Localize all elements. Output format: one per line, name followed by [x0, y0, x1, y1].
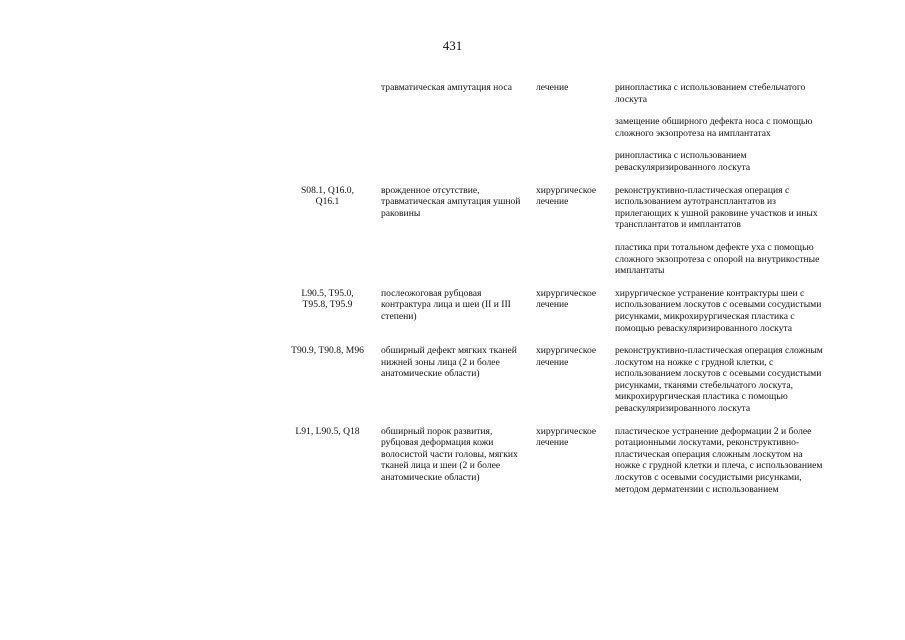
treatment-methods [615, 426, 825, 496]
table-row [290, 82, 820, 174]
treatment-methods [615, 82, 825, 174]
treatment-table [290, 82, 823, 506]
table-row [290, 425, 823, 496]
treatment-type: лечение [536, 82, 569, 93]
table-row [290, 345, 823, 415]
treatment-methods [615, 185, 825, 277]
treatment-methods [615, 345, 825, 415]
diagnosis-codes: T90.9, T90.8, M96 [291, 345, 364, 357]
diagnosis-codes: L91, L90.5, Q18 [295, 425, 360, 437]
treatment-method: пластика при тотальном дефекте уха с помощью сложного экзопротеза с опорой на внутрикостные имплантаты [615, 241, 820, 277]
treatment-type: хирургическое лечение [536, 287, 597, 311]
treatment-method: пластическое устранение деформации 2 и более ротационными лоскутами, реконструктивно-пластическая операция сложным лоскутом на ножке с грудной клетки и плеча, с использованием лоскутов с осевыми сосудистыми рисунками, методом дерматензии с использованием [615, 425, 823, 495]
treatment-type: хирургическое лечение [536, 425, 597, 449]
treatment-methods [615, 288, 825, 334]
treatment-method: хирургическое устранение контрактуры шеи с использованием лоскутов с осевыми сосудистыми рисунками, микрохирургическая пластика с помощью реваскуляризированного лоскута [615, 287, 822, 334]
table-row [290, 288, 820, 334]
treatment-method: реконструктивно-пластическая операция сложным лоскутом на ножке с грудной клетки, с использованием лоскутов с осевыми сосудистыми рисунками, тканями стебельчатого лоскута, микрохирургическая пластика с помощью реваскуляризированного лоскута [615, 345, 823, 415]
condition-description: послеожоговая рубцовая контрактура лица и шеи (II и III степени) [381, 287, 511, 322]
diagnosis-codes: L90.5, T95.0, T95.8, T95.9 [301, 287, 354, 311]
treatment-type: хирургическое лечение [536, 345, 597, 368]
treatment-method: замещение обширного дефекта носа с помощью сложного экзопротеза на имплантатах [615, 116, 813, 139]
page-number: 431 [442, 38, 463, 53]
condition-description: обширный дефект мягких тканей нижней зоны лица (2 и более анатомические области) [381, 345, 517, 380]
condition-description: обширный порок развития, рубцовая деформация кожи волосистой части головы, мягких тканей лица и шеи (2 и более анатомические области) [381, 425, 518, 484]
treatment-method: реконструктивно-пластическая операция с использованием аутотрансплантатов из прилегающих к ушной раковине участков и иных трансплантатов и имплантатов [615, 184, 818, 231]
treatment-method: ринопластика с использованием стебельчатого лоскута [615, 82, 806, 105]
condition-description: врожденное отсутствие, травматическая ампутация ушной раковины [381, 184, 521, 219]
table-row [290, 185, 820, 277]
treatment-method: ринопластика с использованием реваскуляризированного лоскута [615, 150, 751, 173]
treatment-type: хирургическое лечение [536, 184, 597, 208]
condition-description: травматическая ампутация носа [381, 82, 512, 93]
diagnosis-codes: S08.1, Q16.0, Q16.1 [300, 184, 355, 208]
